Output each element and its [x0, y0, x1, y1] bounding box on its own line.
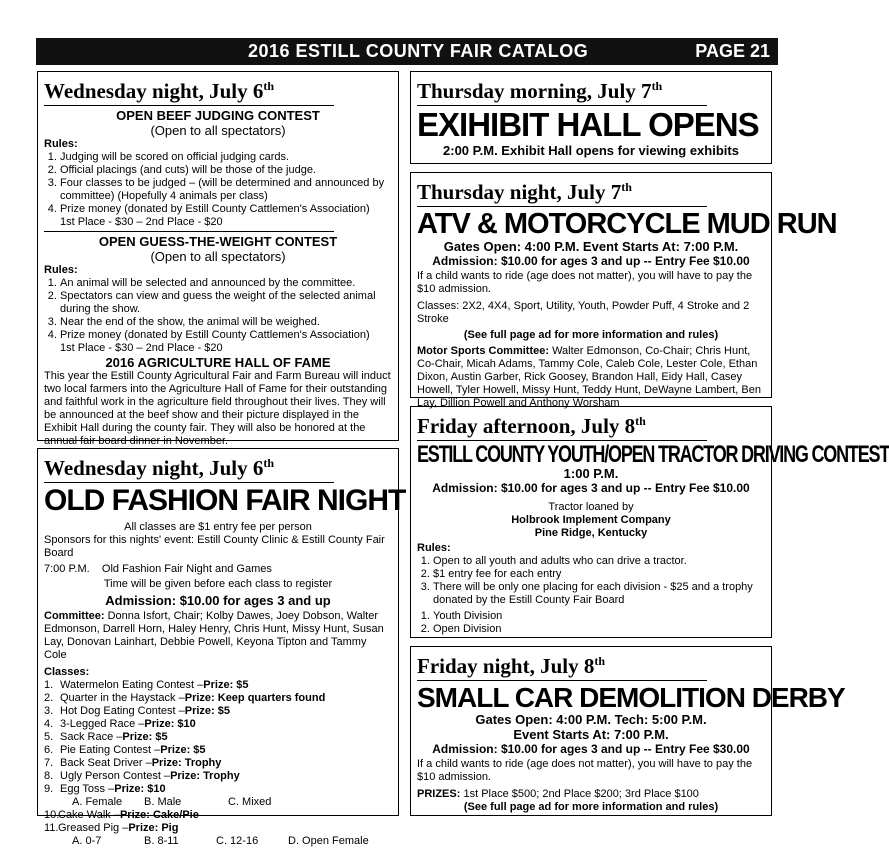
day-heading: Thursday morning, July 7th	[417, 79, 663, 103]
exhibit-hall-title: EXIHIBIT HALL OPENS	[417, 106, 759, 143]
day-heading: Wednesday night, July 6th	[44, 456, 275, 480]
tractor-contest-title: ESTILL COUNTY YOUTH/OPEN TRACTOR DRIVING CONTEST	[417, 440, 889, 468]
guess-contest-sub: (Open to all spectators)	[150, 249, 286, 264]
mud-run-title: ATV & MOTORCYCLE MUD RUN	[417, 208, 837, 240]
guess-contest-title: OPEN GUESS-THE-WEIGHT CONTEST	[98, 234, 338, 249]
beef-contest-sub: (Open to all spectators)	[150, 123, 286, 138]
fair-night-title: OLD FASHION FAIR NIGHT	[44, 484, 406, 517]
page-number: PAGE 21	[695, 41, 770, 61]
day-heading: Thursday night, July 7th	[417, 180, 632, 204]
fair-night-admission: Admission: $10.00 for ages 3 and up	[105, 592, 331, 608]
friday-night-box: Friday night, July 8th SMALL CAR DEMOLITION DERBY Gates Open: 4:00 P.M. Tech: 5:00 P.M. Event Starts At: 7:00 P.M. Admission: $10.00 for ages 3 and up -- Entry Fee $30.00 If a child wants to ride (age does not matter), you will have to pay the $10 admission. PRIZES: 1st Place $500; 2nd Place $200; 3rd Place $100 (See full page ad for more information and rules)	[410, 646, 772, 816]
beef-contest-title: OPEN BEEF JUDGING CONTEST	[116, 108, 320, 123]
friday-afternoon-box: Friday afternoon, July 8th ESTILL COUNTY YOUTH/OPEN TRACTOR DRIVING CONTEST 1:00 P.M. Admission: $10.00 for ages 3 and up -- Entry Fee $10.00 Tractor loaned by Holbrook Implement Company Pine Ridge, Kentucky Rules: 1. Open to all youth and adults who can drive a tractor. 2. $1 entry fee for each entry 3. There will be only one placing for each division - $25 and a trophy donated by the Estill County Fair Board 1. Youth Division 2. Open Division	[410, 406, 772, 638]
day-heading: Friday night, July 8th	[417, 654, 606, 678]
page-header	[36, 38, 778, 65]
hof-text: This year the Estill County Agricultural Fair and Farm Bureau will induct two local farmers into the Agriculture Hall of Fame for their outstanding and faithful work in the agriculture field throughout their lives. They will be announced at the beef show and their picture displayed in the Exhibit Hall during the county fair. They will also be honored at the annual fair board dinner in November.	[44, 370, 391, 447]
thursday-morning-box: Thursday morning, July 7th EXIHIBIT HALL OPENS 2:00 P.M. Exhibit Hall opens for viewing exhibits	[410, 71, 772, 164]
wednesday-beef-box: Wednesday night, July 6th OPEN BEEF JUDGING CONTEST (Open to all spectators) Rules: 1. Judging will be scored on official judging cards. 2. Official placings (and cuts) will be those of the judge. 3. Four classes to be judged – (will be determined and announced by committee) (Hopefully 4 animals per class) 4. Prize money (donated by Estill County Cattlemen's Association) 1st Place - $30 – 2nd Place - $20 OPEN GUESS-THE-WEIGHT CONTEST (Open to all spectators) Rules: 1. An animal will be selected and announced by the committee. 2. Spectators can view and guess the weight of the selected animal during the show. 3. Near the end of the show, the animal will be weighed. 4. Prize money (donated by Estill County Cattlemen's Association) 1st Place - $30 – 2nd Place - $20 2016 AGRICULTURE HALL OF FAME This year the Estill County Agricultural Fair and Farm Bureau will induct two local farmers into the Agriculture Hall of Fame for their outstanding and faithful work in the agriculture field throughout their lives. They will be announced at the beef show and their picture displayed in the Exhibit Hall during the county fair. They will also be honored at the annual fair board dinner in November.	[37, 71, 399, 441]
beef-rules: 1. Judging will be scored on official judging cards. 2. Official placings (and cuts) will be those of the judge. 3. Four classes to be judged – (will be determined and announced by committee) (Hopefully 4 animals per class) 4. Prize money (donated by Estill County Cattlemen's Association)	[44, 151, 392, 216]
tractor-rules: 1. Open to all youth and adults who can drive a tractor. 2. $1 entry fee for each entry 3. There will be only one placing for each division - $25 and a trophy donated by the Estill County Fair Board	[417, 555, 765, 607]
guess-rules: 1. An animal will be selected and announced by the committee. 2. Spectators can view and guess the weight of the selected animal during the show. 3. Near the end of the show, the animal will be weighed. 4. Prize money (donated by Estill County Cattlemen's Association)	[44, 277, 392, 342]
demolition-derby-title: SMALL CAR DEMOLITION DERBY	[417, 682, 845, 713]
day-heading: Wednesday night, July 6th	[44, 79, 275, 103]
tractor-divisions: 1. Youth Division 2. Open Division	[417, 610, 765, 636]
day-heading: Friday afternoon, July 8th	[417, 414, 646, 438]
classes-list: 1. Watermelon Eating Contest – Prize: $5 2. Quarter in the Haystack – Prize: Keep quarters found 3. Hot Dog Eating Contest – Prize: $5 4. 3-Legged Race – Prize: $10 5. Sack Race – Prize: $5 6. Pie Eating Contest – Prize: $5 7. Back Seat Driver – Prize: Trophy 8. Ugly Person Contest – Prize: Trophy 9. Egg Toss – Prize: $10 A. Female B. Male C. Mixed 10. Cake Walk – Prize: Cake/Pie 11. Greased Pig – Prize: Pig A. 0-7 B. 8-11 C. 12-16 D. Open Female	[44, 678, 369, 847]
hof-title: 2016 AGRICULTURE HALL OF FAME	[105, 355, 331, 370]
wednesday-fair-night-box: Wednesday night, July 6th OLD FASHION FAIR NIGHT All classes are $1 entry fee per person Sponsors for this nights' event: Estill County Clinic & Estill County Fair Board 7:00 P.M. Old Fashion Fair Night and Games Time will be given before each class to register Admission: $10.00 for ages 3 and up Committee: Donna Isfort, Chair; Kolby Dawes, Joey Dobson, Walter Edmonson, Darrell Horn, Haley Henry, Chris Hunt, Missy Hunt, Susan Lay, Donovan Lainhart, Debbie Powell, Keyona Tipton and Tammy Cole Classes: 1. Watermelon Eating Contest – Prize: $5 2. Quarter in the Haystack – Prize: Keep quarters found 3. Hot Dog Eating Contest – Prize: $5 4. 3-Legged Race – Prize: $10 5. Sack Race – Prize: $5 6. Pie Eating Contest – Prize: $5 7. Back Seat Driver – Prize: Trophy 8. Ugly Person Contest – Prize: Trophy 9. Egg Toss – Prize: $10 A. Female B. Male C. Mixed 10. Cake Walk – Prize: Cake/Pie 11. Greased Pig – Prize: Pig A. 0-7 B. 8-11 C. 12-16 D. Open Female	[37, 448, 399, 816]
thursday-night-box: Thursday night, July 7th ATV & MOTORCYCLE MUD RUN Gates Open: 4:00 P.M. Event Starts At: 7:00 P.M. Admission: $10.00 for ages 3 and up -- Entry Fee $10.00 If a child wants to ride (age does not matter), you will have to pay the $10 admission. Classes: 2X2, 4X4, Sport, Utility, Youth, Powder Puff, 4 Stroke and 2 Stroke (See full page ad for more information and rules) Motor Sports Committee: Walter Edmonson, Co-Chair; Chris Hunt, Co-Chair, Micah Adams, Tammy Cole, Caleb Cole, Lester Cole, Ethan Dixon, Austin Garber, Rick Goosey, Brandon Hall, Eidy Hall, Casey Howell, Tyler Howell, Missy Hunt, Teddy Hunt, DeWayne Lambert, Ben Lay, Dillion Powell and Anthony Worsham	[410, 172, 772, 398]
catalog-title: 2016 ESTILL COUNTY FAIR CATALOG	[248, 41, 589, 61]
